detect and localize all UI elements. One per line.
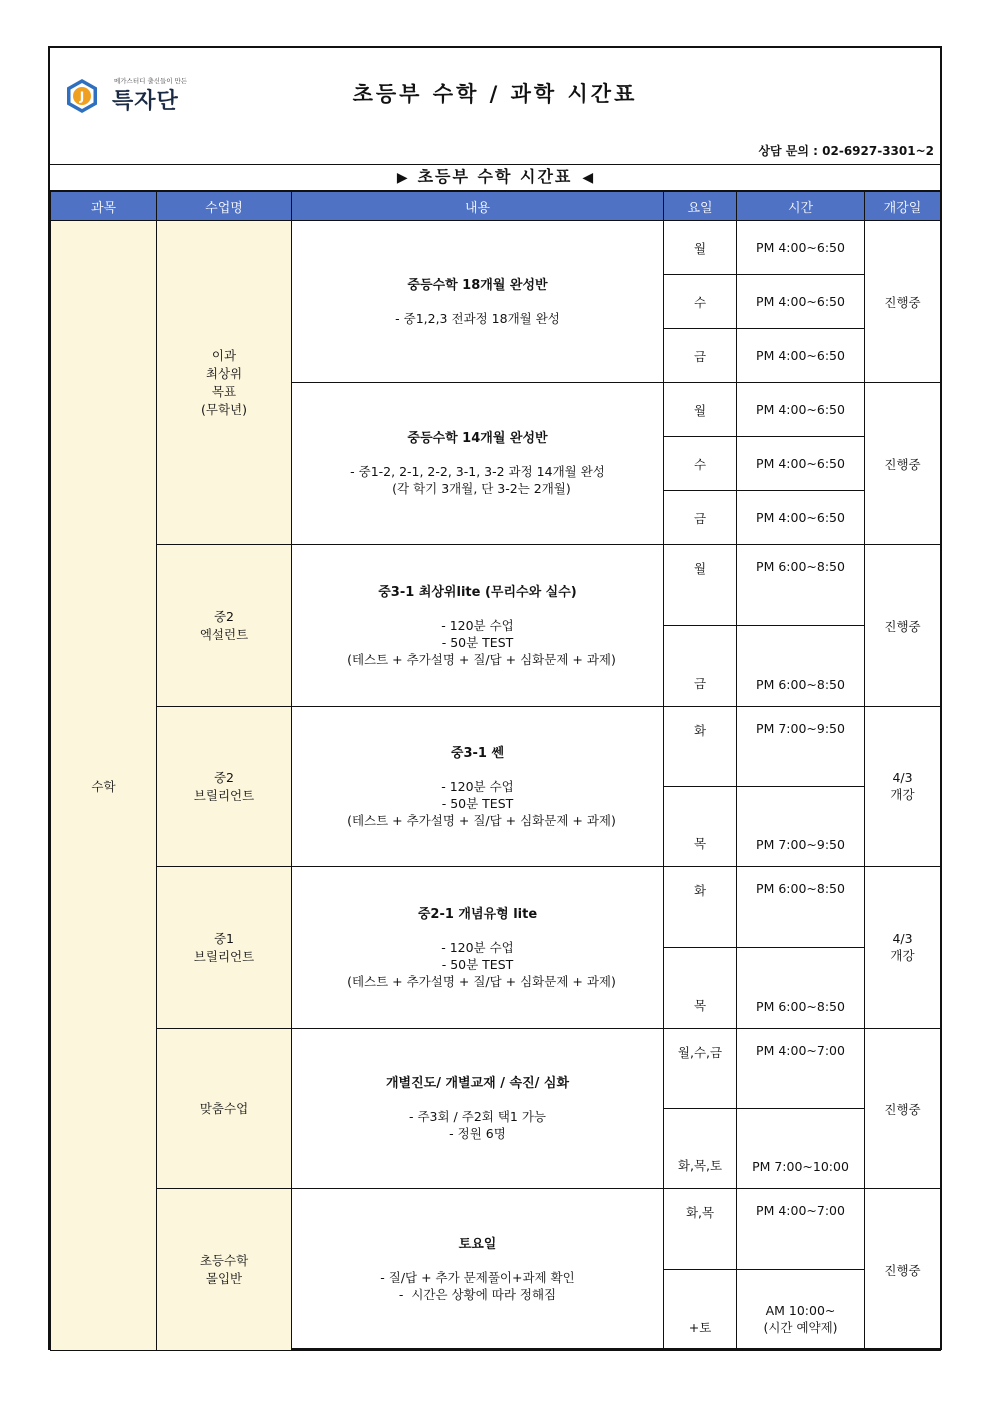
class-name-line: 브릴리언트 (193, 787, 255, 803)
class-name-cell (157, 1189, 292, 1351)
class-name-line: 엑설런트 (199, 626, 249, 642)
content-cell (292, 707, 664, 867)
time-cell: PM 4:00~6:50 (737, 491, 865, 545)
day-cell: 목 (664, 787, 737, 867)
content-cell (292, 1189, 664, 1351)
content-line: - 주3회 / 주2회 택1 가능 (409, 1109, 546, 1124)
class-name-line: 몰입반 (205, 1270, 243, 1286)
svg-text:J: J (79, 89, 85, 104)
table-row (51, 545, 941, 626)
content-line: (각 학기 3개월, 단 3-2는 2개월) (384, 481, 571, 496)
time-cell: PM 4:00~6:50 (737, 221, 865, 275)
section-title-text: 초등부 수학 시간표 (417, 167, 573, 186)
class-name-line: 초등수학 (199, 1252, 249, 1268)
start-date-cell: 진행중 (865, 1029, 941, 1189)
document-header (50, 48, 940, 165)
content-line: - 정원 6명 (449, 1126, 506, 1141)
class-name-line: (무학년) (201, 401, 247, 417)
time-cell: PM 7:00~9:50 (737, 787, 865, 867)
table-row (51, 867, 941, 948)
table-row (51, 707, 941, 787)
content-line: - 50분 TEST (441, 956, 514, 972)
page-frame (48, 46, 942, 1350)
day-cell: 화 (664, 867, 737, 948)
day-cell: 수 (664, 437, 737, 491)
time-cell: PM 7:00~9:50 (737, 707, 865, 787)
header-class-name: 수업명 (157, 192, 292, 221)
content-line: - 중1,2,3 전과정 18개월 완성 (395, 310, 560, 326)
start-date-cell: 4/3 개강 (865, 867, 941, 1029)
content-cell (292, 545, 664, 707)
content-title: 중3-1 최상위lite (무리수와 실수) (378, 584, 577, 600)
left-triangle-icon: ◀ (582, 170, 594, 186)
time-cell: PM 4:00~6:50 (737, 383, 865, 437)
table-row (51, 1189, 941, 1270)
class-name-cell (157, 867, 292, 1029)
class-name-cell (157, 221, 292, 545)
content-line: - 120분 수업 (441, 778, 514, 794)
day-cell: 화,목,토 (664, 1109, 737, 1189)
class-name-cell (157, 545, 292, 707)
content-title: 중2-1 개념유형 lite (417, 906, 538, 922)
class-name-cell (157, 707, 292, 867)
header-start-date: 개강일 (865, 192, 941, 221)
day-cell: 금 (664, 626, 737, 707)
start-date-cell: 진행중 (865, 383, 941, 545)
class-name-line: 맞춤수업 (199, 1100, 249, 1116)
right-triangle-icon: ▶ (396, 170, 408, 186)
subject-cell: 수학 (51, 221, 157, 1351)
time-cell: PM 6:00~8:50 (737, 867, 865, 948)
time-cell: PM 6:00~8:50 (737, 545, 865, 626)
table-header-row (51, 192, 941, 221)
content-title: 중등수학 14개월 완성반 (407, 431, 548, 446)
content-cell (292, 1029, 664, 1189)
section-title (50, 164, 940, 191)
document-title: 초등부 수학 / 과학 시간표 (352, 82, 638, 106)
day-cell: 목 (664, 948, 737, 1029)
logo-name: 특자단 (112, 89, 179, 114)
content-line: - 120분 수업 (441, 939, 514, 955)
class-name-line: 이과 (211, 347, 237, 363)
header-day: 요일 (664, 192, 737, 221)
content-line: - 중1-2, 2-1, 2-2, 3-1, 3-2 과정 14개월 완성 (350, 464, 605, 479)
day-cell: +토 (664, 1270, 737, 1351)
class-name-line: 중2 (213, 769, 235, 785)
content-title: 개별진도/ 개별교재 / 속진/ 심화 (385, 1076, 570, 1091)
start-date-cell: 진행중 (865, 545, 941, 707)
schedule-table (50, 191, 941, 1351)
start-date-cell: 4/3 개강 (865, 707, 941, 867)
day-cell: 월,수,금 (664, 1029, 737, 1109)
content-title: 중3-1 쎈 (450, 745, 505, 761)
content-cell (292, 221, 664, 383)
table-row (51, 1029, 941, 1109)
class-name-line: 중2 (213, 608, 235, 624)
time-cell: PM 7:00~10:00 (737, 1109, 865, 1189)
class-name-line: 목표 (211, 383, 237, 399)
time-cell: AM 10:00~ (시간 예약제) (737, 1270, 865, 1351)
time-cell: PM 4:00~6:50 (737, 329, 865, 383)
table-body (51, 221, 941, 1351)
content-line: - 시간은 상황에 따라 정해짐 (398, 1287, 557, 1302)
class-name-line: 브릴리언트 (193, 948, 255, 964)
day-cell: 화,목 (664, 1189, 737, 1270)
content-line: - 질/답 + 추가 문제풀이+과제 확인 (380, 1270, 575, 1285)
day-cell: 월 (664, 383, 737, 437)
day-cell: 월 (664, 545, 737, 626)
content-line: (테스트 + 추가설명 + 질/답 + 심화문제 + 과제) (339, 973, 616, 989)
header-time: 시간 (737, 192, 865, 221)
content-line: - 120분 수업 (441, 617, 514, 633)
table-row (51, 221, 941, 275)
day-cell: 화 (664, 707, 737, 787)
content-cell (292, 383, 664, 545)
time-cell: PM 6:00~8:50 (737, 626, 865, 707)
content-line: (테스트 + 추가설명 + 질/답 + 심화문제 + 과제) (339, 651, 616, 667)
start-date-cell: 진행중 (865, 221, 941, 383)
header-content: 내용 (292, 192, 664, 221)
time-cell: PM 4:00~7:00 (737, 1189, 865, 1270)
time-cell: PM 4:00~6:50 (737, 275, 865, 329)
day-cell: 금 (664, 491, 737, 545)
header-subject: 과목 (51, 192, 157, 221)
content-line: - 50분 TEST (441, 795, 514, 811)
time-cell: PM 4:00~7:00 (737, 1029, 865, 1109)
content-line: - 50분 TEST (441, 634, 514, 650)
content-title: 토요일 (458, 1237, 497, 1252)
day-cell: 수 (664, 275, 737, 329)
class-name-line: 중1 (213, 930, 235, 946)
start-date-cell: 진행중 (865, 1189, 941, 1351)
time-cell: PM 4:00~6:50 (737, 437, 865, 491)
logo-tagline: 메가스터디 출신들이 만든 (114, 77, 188, 85)
content-line: (테스트 + 추가설명 + 질/답 + 심화문제 + 과제) (339, 812, 616, 828)
content-title: 중등수학 18개월 완성반 (407, 277, 548, 293)
class-name-cell (157, 1029, 292, 1189)
contact-info: 상담 문의 : 02-6927-3301~2 (758, 144, 934, 158)
class-name-line: 최상위 (205, 365, 243, 381)
content-cell (292, 867, 664, 1029)
time-cell: PM 6:00~8:50 (737, 948, 865, 1029)
day-cell: 금 (664, 329, 737, 383)
day-cell: 월 (664, 221, 737, 275)
